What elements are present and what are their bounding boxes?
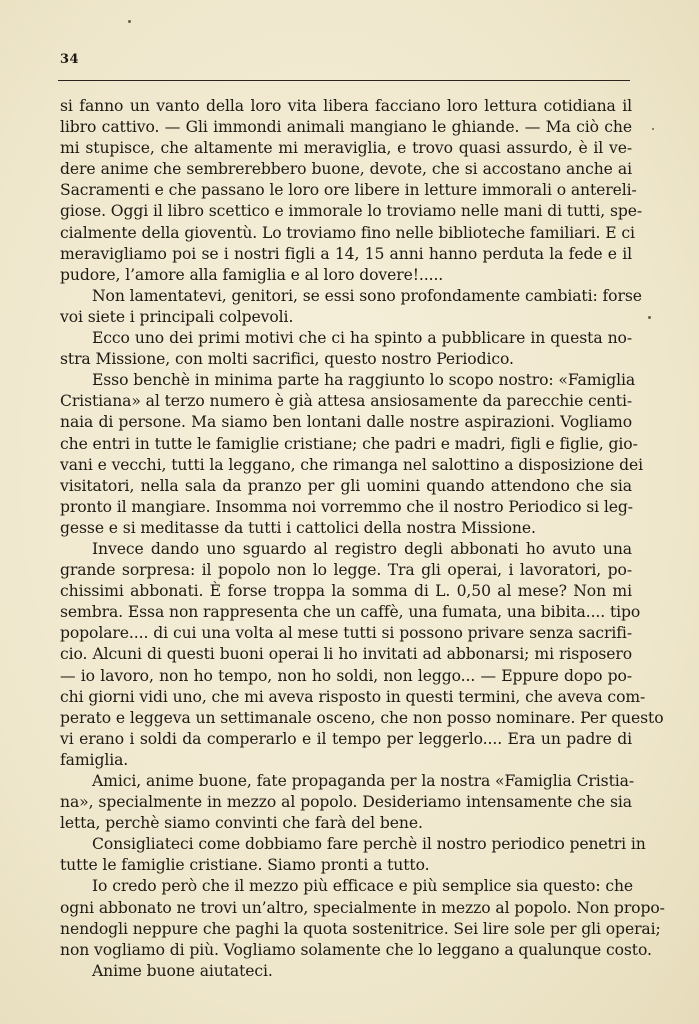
text-line: non vogliamo di più. Vogliamo solamente che lo leggano a qualunque costo. (60, 940, 652, 959)
text-line: tutte le famiglie cristiane. Siamo pronti a tutto. (60, 856, 430, 875)
text-line: Esso benchè in minima parte ha raggiunto lo scopo nostro: «Famiglia (92, 371, 636, 390)
text-line: giose. Oggi il libro scettico e immorale lo troviamo nelle mani di tutti, spe- (60, 202, 643, 221)
text-line: dere anime che sembrerebbero buone, devote, che si accostano anche ai (60, 160, 632, 179)
paper-speck (128, 20, 131, 23)
text-line: nendogli neppure che paghi la quota sostenitrice. Sei lire sole per gli operai; (60, 919, 661, 938)
text-line: Io credo però che il mezzo più efficace e più semplice sia questo: che (92, 877, 634, 896)
text-line: visitatori, nella sala da pranzo per gli uomini quando attendono che sia (60, 476, 632, 495)
article-body (60, 96, 665, 982)
text-line: Consigliateci come dobbiamo fare perchè il nostro periodico penetri in (92, 835, 646, 854)
text-line: mi stupisce, che altamente mi meraviglia, e trovo quasi assurdo, è il ve- (60, 139, 632, 158)
text-line: famiglia. (60, 750, 129, 769)
text-line: chissimi abbonati. È forse troppa la somma di L. 0,50 al mese? Non mi (60, 582, 632, 601)
text-line: vi erano i soldi da comperarlo e il tempo per leggerlo.... Era un padre di (60, 729, 632, 748)
text-line: Sacramenti e che passano le loro ore libere in letture immorali o antereli- (60, 181, 637, 200)
text-line: letta, perchè siamo convinti che farà del bene. (60, 814, 423, 833)
text-line: — io lavoro, non ho tempo, non ho soldi, non leggo... — Eppure dopo po- (60, 666, 632, 685)
text-line: cialmente della gioventù. Lo troviamo fino nelle biblioteche familiari. E ci (60, 223, 635, 242)
text-line: Anime buone aiutateci. (92, 961, 273, 980)
page-number: 34 (60, 52, 80, 67)
paper-speck (652, 128, 654, 130)
text-line: gesse e si meditasse da tutti i cattolici della nostra Missione. (60, 518, 536, 537)
text-line: Invece dando uno sguardo al registro degli abbonati ho avuto una (92, 539, 632, 558)
text-line: pudore, l’amore alla famiglia e al loro dovere!..... (60, 265, 444, 284)
text-line: si fanno un vanto della loro vita libera facciano loro lettura cotidiana il (60, 97, 632, 115)
text-line: na», specialmente in mezzo al popolo. Desideriamo intensamente che sia (60, 793, 632, 812)
text-line: Ecco uno dei primi motivi che ci ha spinto a pubblicare in questa no- (92, 329, 632, 348)
text-line: Non lamentatevi, genitori, se essi sono profondamente cambiati: forse (92, 286, 642, 305)
text-line: vani e vecchi, tutti la leggano, che rimanga nel salottino a disposizione dei (60, 455, 644, 474)
text-line: Cristiana» al terzo numero è già attesa ansiosamente da parecchie centi- (60, 392, 632, 411)
text-line: perato e leggeva un settimanale osceno, che non posso nominare. Per questo (60, 708, 664, 727)
text-line: grande sorpresa: il popolo non lo legge. Tra gli operai, i lavoratori, po- (60, 561, 632, 580)
text-line: voi siete i principali colpevoli. (60, 307, 294, 326)
text-line: meravigliamo poi se i nostri figli a 14, 15 anni hanno perduta la fede e il (60, 244, 632, 263)
text-line: cio. Alcuni di questi buoni operai li ho invitati ad abbonarsi; mi risposero (60, 645, 632, 664)
text-line: libro cattivo. — Gli immondi animali mangiano le ghiande. — Ma ciò che (60, 118, 632, 137)
text-line: naia di persone. Ma siamo ben lontani dalle nostre aspirazioni. Vogliamo (60, 413, 632, 432)
header-rule (58, 80, 630, 81)
text-line: che entri in tutte le famiglie cristiane; che padri e madri, figli e figlie, gio- (60, 434, 638, 453)
text-line: popolare.... di cui una volta al mese tutti si possono privare senza sacrifi- (60, 624, 632, 643)
text-line: pronto il mangiare. Insomma noi vorremmo che il nostro Periodico si leg- (60, 497, 633, 516)
text-line: sembra. Essa non rappresenta che un caffè, una fumata, una bibita.... tipo (60, 603, 641, 622)
text-line: ogni abbonato ne trovi un’altro, specialmente in mezzo al popolo. Non propo- (60, 898, 665, 917)
paper-speck (648, 316, 651, 319)
text-line: chi giorni vidi uno, che mi aveva risposto in questi termini, che aveva com- (60, 687, 646, 706)
text-line: Amici, anime buone, fate propaganda per la nostra «Famiglia Cristia- (92, 772, 634, 790)
text-line: stra Missione, con molti sacrifici, questo nostro Periodico. (60, 350, 514, 369)
